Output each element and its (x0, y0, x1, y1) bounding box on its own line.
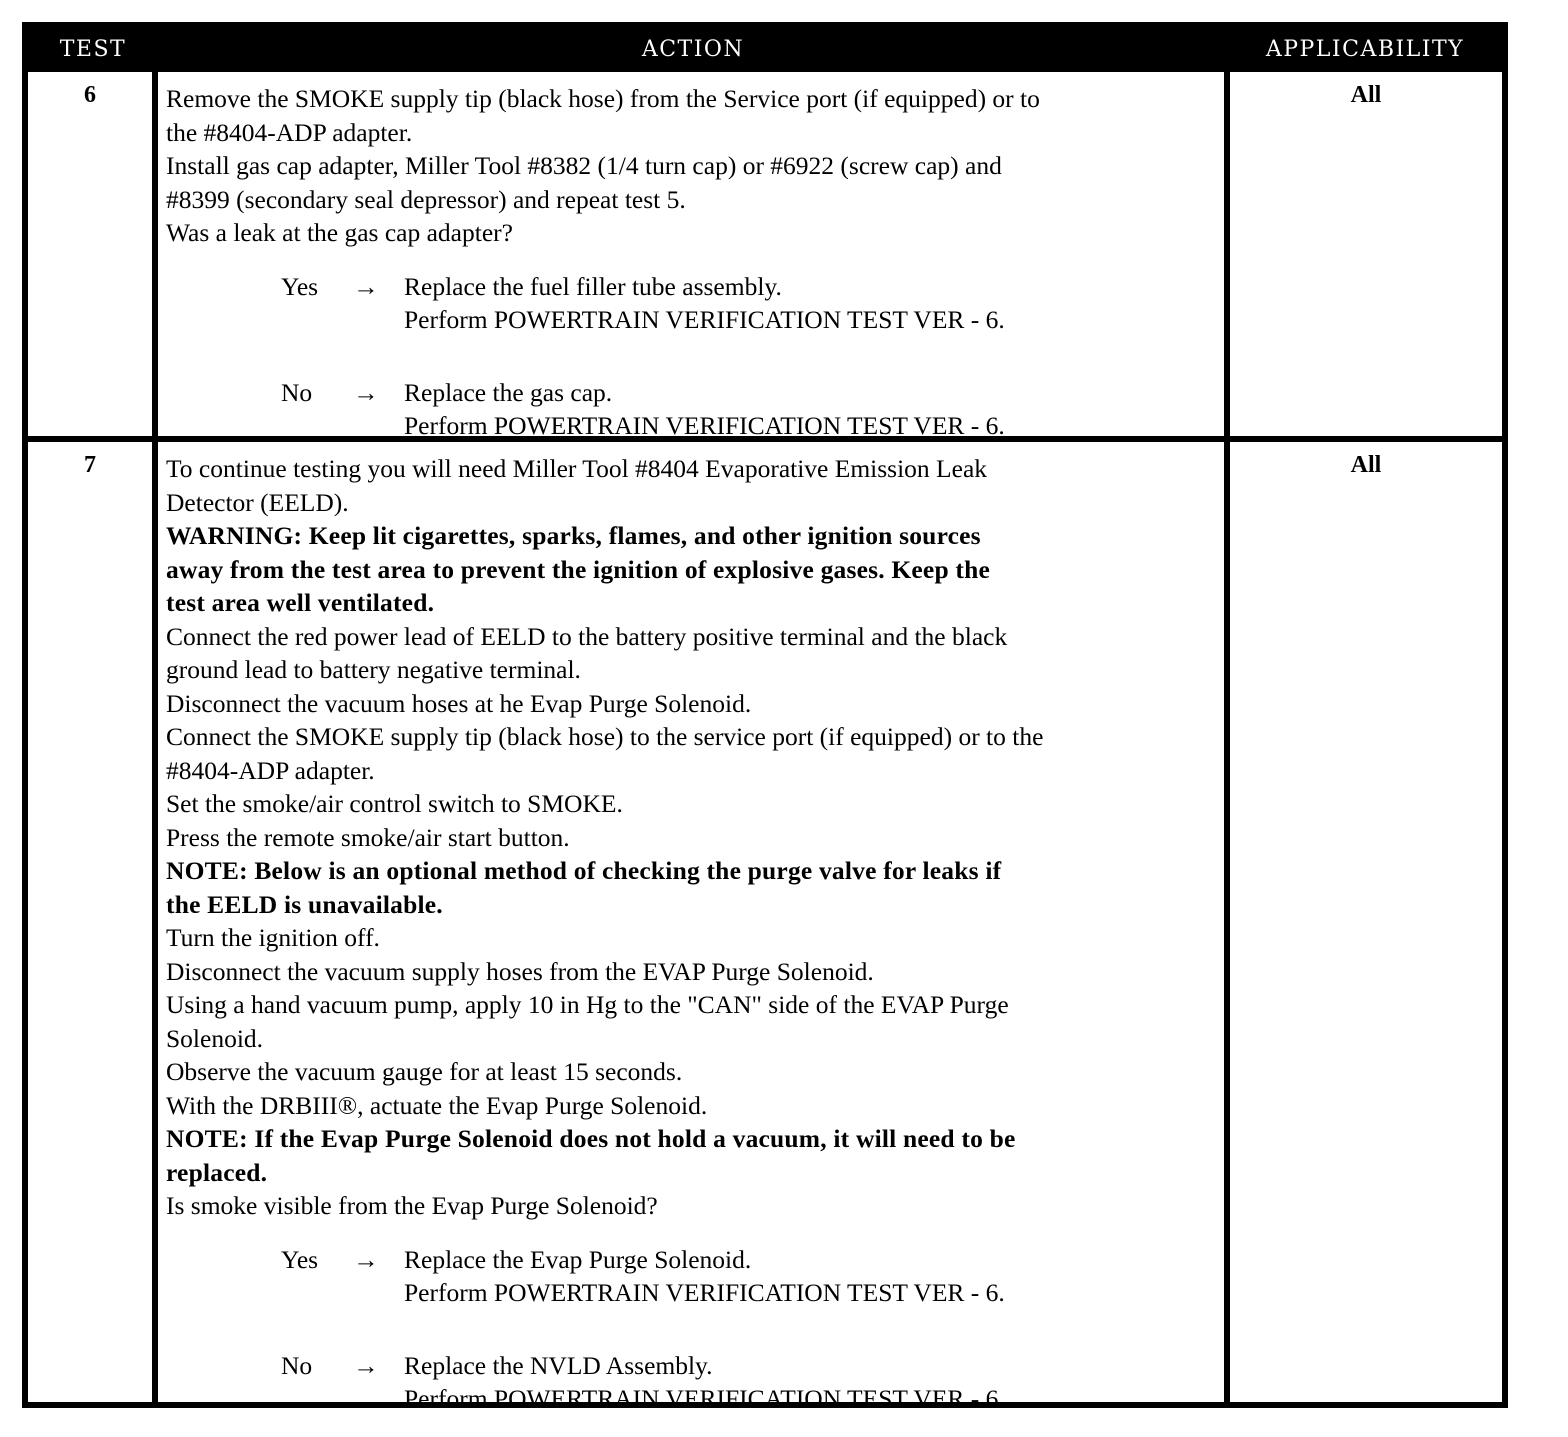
action-step-line: Disconnect the vacuum supply hoses from the EVAP Purge Solenoid. (166, 956, 874, 986)
outcome-action: Replace the Evap Purge Solenoid. (404, 1244, 752, 1274)
outcome-yes (281, 1243, 1216, 1331)
action-step-line: Press the remote smoke/air start button. (166, 822, 570, 852)
outcome-text (404, 270, 1005, 337)
action-step-line: Connect the SMOKE supply tip (black hose) to the service port (if equipped) or to the (166, 722, 1044, 751)
outcome-followup: Perform POWERTRAIN VERIFICATION TEST VER - 6. (404, 1384, 1005, 1413)
table-header-row (28, 28, 1502, 72)
action-step-line: ground lead to battery negative terminal. (166, 655, 581, 684)
row-action (158, 72, 1224, 440)
row-applicability: All (1230, 442, 1502, 1402)
header-action: ACTION (641, 37, 745, 62)
arrow-right-icon: → (353, 377, 379, 407)
action-step-line: #8399 (secondary seal depressor) and repeat test 5. (166, 184, 686, 214)
outcome-text (404, 1243, 1005, 1310)
outcome-followup: Perform POWERTRAIN VERIFICATION TEST VER - 6. (404, 1278, 1005, 1307)
outcome-label: Yes (281, 271, 319, 301)
action-step-line: Is smoke visible from the Evap Purge Solenoid? (166, 1191, 658, 1220)
action-note-line: the EELD is unavailable. (166, 889, 443, 919)
action-step-line: the #8404-ADP adapter. (166, 117, 413, 147)
row-applicability: All (1230, 72, 1502, 436)
action-step-line: Turn the ignition off. (166, 923, 380, 952)
action-note-line: replaced. (166, 1157, 268, 1187)
action-step-line: Detector (EELD). (166, 487, 349, 517)
header-applicability: APPLICABILITY (1265, 37, 1465, 62)
action-step-line: Observe the vacuum gauge for at least 15 seconds. (166, 1057, 683, 1086)
outcome-yes (281, 270, 1216, 358)
outcome-label: No (281, 377, 313, 407)
row-test-number: 6 (28, 72, 152, 436)
action-step-line: #8404-ADP adapter. (166, 755, 375, 785)
outcome-label: Yes (281, 1244, 319, 1274)
outcome-followup: Perform POWERTRAIN VERIFICATION TEST VER - 6. (404, 411, 1005, 440)
action-note-line: NOTE: Below is an optional method of checking the purge valve for leaks if (166, 856, 1002, 885)
action-step-line: Connect the red power lead of EELD to the battery positive terminal and the black (166, 621, 1008, 651)
outcome-action: Replace the gas cap. (404, 377, 613, 407)
action-note-line: WARNING: Keep lit cigarettes, sparks, flames, and other ignition sources (166, 521, 981, 550)
diagnostic-test-table (22, 22, 1508, 1413)
action-note-line: NOTE: If the Evap Purge Solenoid does not hold a vacuum, it will need to be (166, 1124, 1016, 1153)
action-step-line: Set the smoke/air control switch to SMOKE. (166, 789, 623, 818)
row-action (158, 442, 1224, 1413)
arrow-right-icon: → (353, 1350, 379, 1380)
arrow-right-icon: → (353, 271, 379, 301)
action-step-line: Was a leak at the gas cap adapter? (166, 218, 513, 247)
arrow-right-icon: → (353, 1244, 379, 1274)
header-test: TEST (59, 37, 127, 62)
action-step-line: Remove the SMOKE supply tip (black hose) from the Service port (if equipped) or to (166, 84, 1040, 113)
action-step-line: With the DRBIII®, actuate the Evap Purge Solenoid. (166, 1090, 708, 1120)
row-test-number: 7 (28, 442, 152, 1402)
outcome-no (281, 1349, 1216, 1437)
outcome-label: No (281, 1350, 313, 1380)
action-step-line: Install gas cap adapter, Miller Tool #8382 (1/4 turn cap) or #6922 (screw cap) and (166, 151, 1002, 180)
action-note-line: test area well ventilated. (166, 588, 435, 617)
outcome-text (404, 376, 1005, 443)
outcome-followup: Perform POWERTRAIN VERIFICATION TEST VER - 6. (404, 305, 1005, 334)
outcome-action: Replace the NVLD Assembly. (404, 1350, 713, 1380)
action-step-line: Solenoid. (166, 1023, 264, 1053)
action-step-line: Disconnect the vacuum hoses at he Evap Purge Solenoid. (166, 688, 752, 718)
action-note-line: away from the test area to prevent the ignition of explosive gases. Keep the (166, 554, 991, 584)
outcome-text (404, 1349, 1005, 1416)
action-step-line: To continue testing you will need Miller Tool #8404 Evaporative Emission Leak (166, 454, 988, 483)
action-step-line: Using a hand vacuum pump, apply 10 in Hg to the "CAN" side of the EVAP Purge (166, 990, 1009, 1019)
outcome-action: Replace the fuel filler tube assembly. (404, 271, 782, 301)
